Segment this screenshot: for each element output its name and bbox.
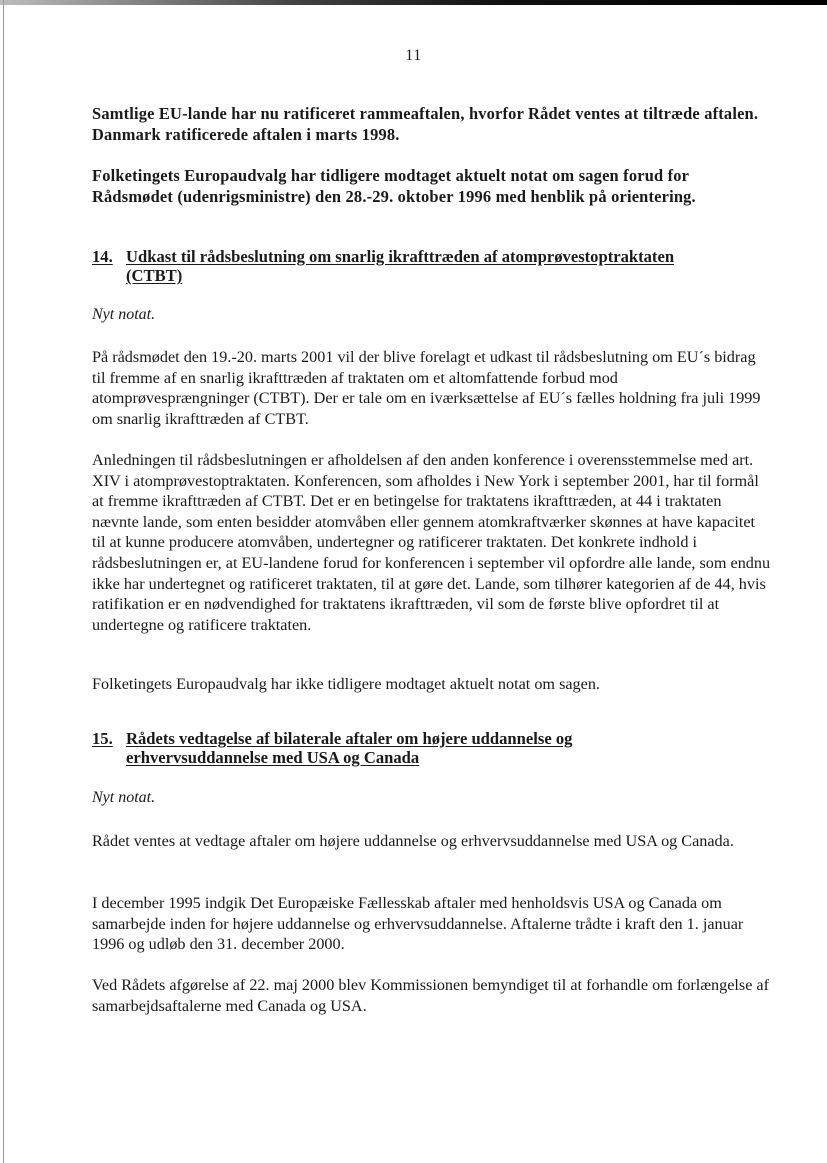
intro-text-2: Folketingets Europaudvalg har tidligere modtaget aktuelt notat om sagen forud for Rådsmødet (udenrigsministre) den 28.-29. oktober 1996 med henblik på orientering.: [92, 166, 696, 206]
section-15-paragraph-1: [92, 831, 772, 852]
section-14-paragraph-1: [92, 347, 772, 429]
section-14-number: 14.: [92, 247, 113, 266]
section-14-text-1: På rådsmødet den 19.-20. marts 2001 vil der blive forelagt et udkast til rådsbeslutning om EU´s bidrag til fremme af en snarlig ikrafttræden af traktaten om et altomfattende forbud mod atomprøvesprængninger (CTBT). Der er tale om en iværksættelse af EU´s fælles holdning fra juli 1999 om snarlig ikrafttræden af CTBT.: [92, 348, 761, 428]
section-14-title: Udkast til rådsbeslutning om snarlig ikrafttræden af atomprøvestoptraktaten (CTBT): [126, 247, 675, 285]
section-14-paragraph-2: [92, 450, 772, 635]
section-15-paragraph-3: [92, 975, 772, 1016]
section-14-note: [92, 306, 772, 324]
section-15-note-text: Nyt notat.: [92, 789, 156, 806]
intro-paragraph-2: [92, 166, 772, 207]
section-15-note: [92, 789, 772, 807]
page-number: 11: [405, 47, 422, 64]
section-15-paragraph-2: [92, 893, 772, 955]
section-15-heading: [92, 729, 692, 767]
section-15-text-3: Ved Rådets afgørelse af 22. maj 2000 blev Kommissionen bemyndiget til at forhandle om forlængelse af samarbejdsaftalerne med Canada og USA.: [92, 976, 770, 1015]
section-14-note-text: Nyt notat.: [92, 306, 156, 323]
section-15-title: Rådets vedtagelse af bilaterale aftaler om højere uddannelse og erhvervsuddannelse med USA og Canada: [126, 729, 573, 767]
section-14-paragraph-3: [92, 674, 772, 695]
section-15-text-1: Rådet ventes at vedtage aftaler om højere uddannelse og erhvervsuddannelse med USA og Canada.: [92, 832, 734, 850]
section-15-number: 15.: [92, 729, 113, 748]
section-14-heading: [92, 247, 732, 285]
scan-top-border: [0, 0, 827, 5]
section-14-text-2: Anledningen til rådsbeslutningen er afholdelsen af den anden konference i overensstemmelse med art. XIV i atomprøvestoptraktaten. Konferencen, som afholdes i New York i september 2001, har til formål at fremme ikrafttræden af CTBT. Det er en betingelse for traktatens ikrafttræden, at 44 i traktaten nævnte lande, som enten besidder atomvåben eller gennem atomkraftværker skønnes at have kapacitet til at kunne producere atomvåben, undertegner og ratificerer traktaten. Det konkrete indhold i rådsbeslutningen er, at EU-landene forud for konferencen i september vil opfordre alle lande, som endnu ikke har undertegnet og ratificeret traktaten, til at gøre det. Lande, som tilhører kategorien af de 44, hvis ratifikation er en nødvendighed for traktatens ikrafttræden, vil som de første blive opfordret til at undertegne og ratificere traktaten.: [92, 451, 771, 634]
intro-text-1: Samtlige EU-lande har nu ratificeret rammeaftalen, hvorfor Rådet ventes at tiltræde aftalen. Danmark ratificerede aftalen i marts 1998.: [92, 104, 759, 144]
intro-paragraph-1: [92, 104, 772, 145]
section-15-text-2: I december 1995 indgik Det Europæiske Fællesskab aftaler med henholdsvis USA og Canada om samarbejde inden for højere uddannelse og erhvervsuddannelse. Aftalerne trådte i kraft den 1. januar 1996 og udløb den 31. december 2000.: [92, 894, 744, 954]
section-14-text-3: Folketingets Europaudvalg har ikke tidligere modtaget aktuelt notat om sagen.: [92, 675, 600, 693]
scan-left-border: [3, 0, 4, 1163]
